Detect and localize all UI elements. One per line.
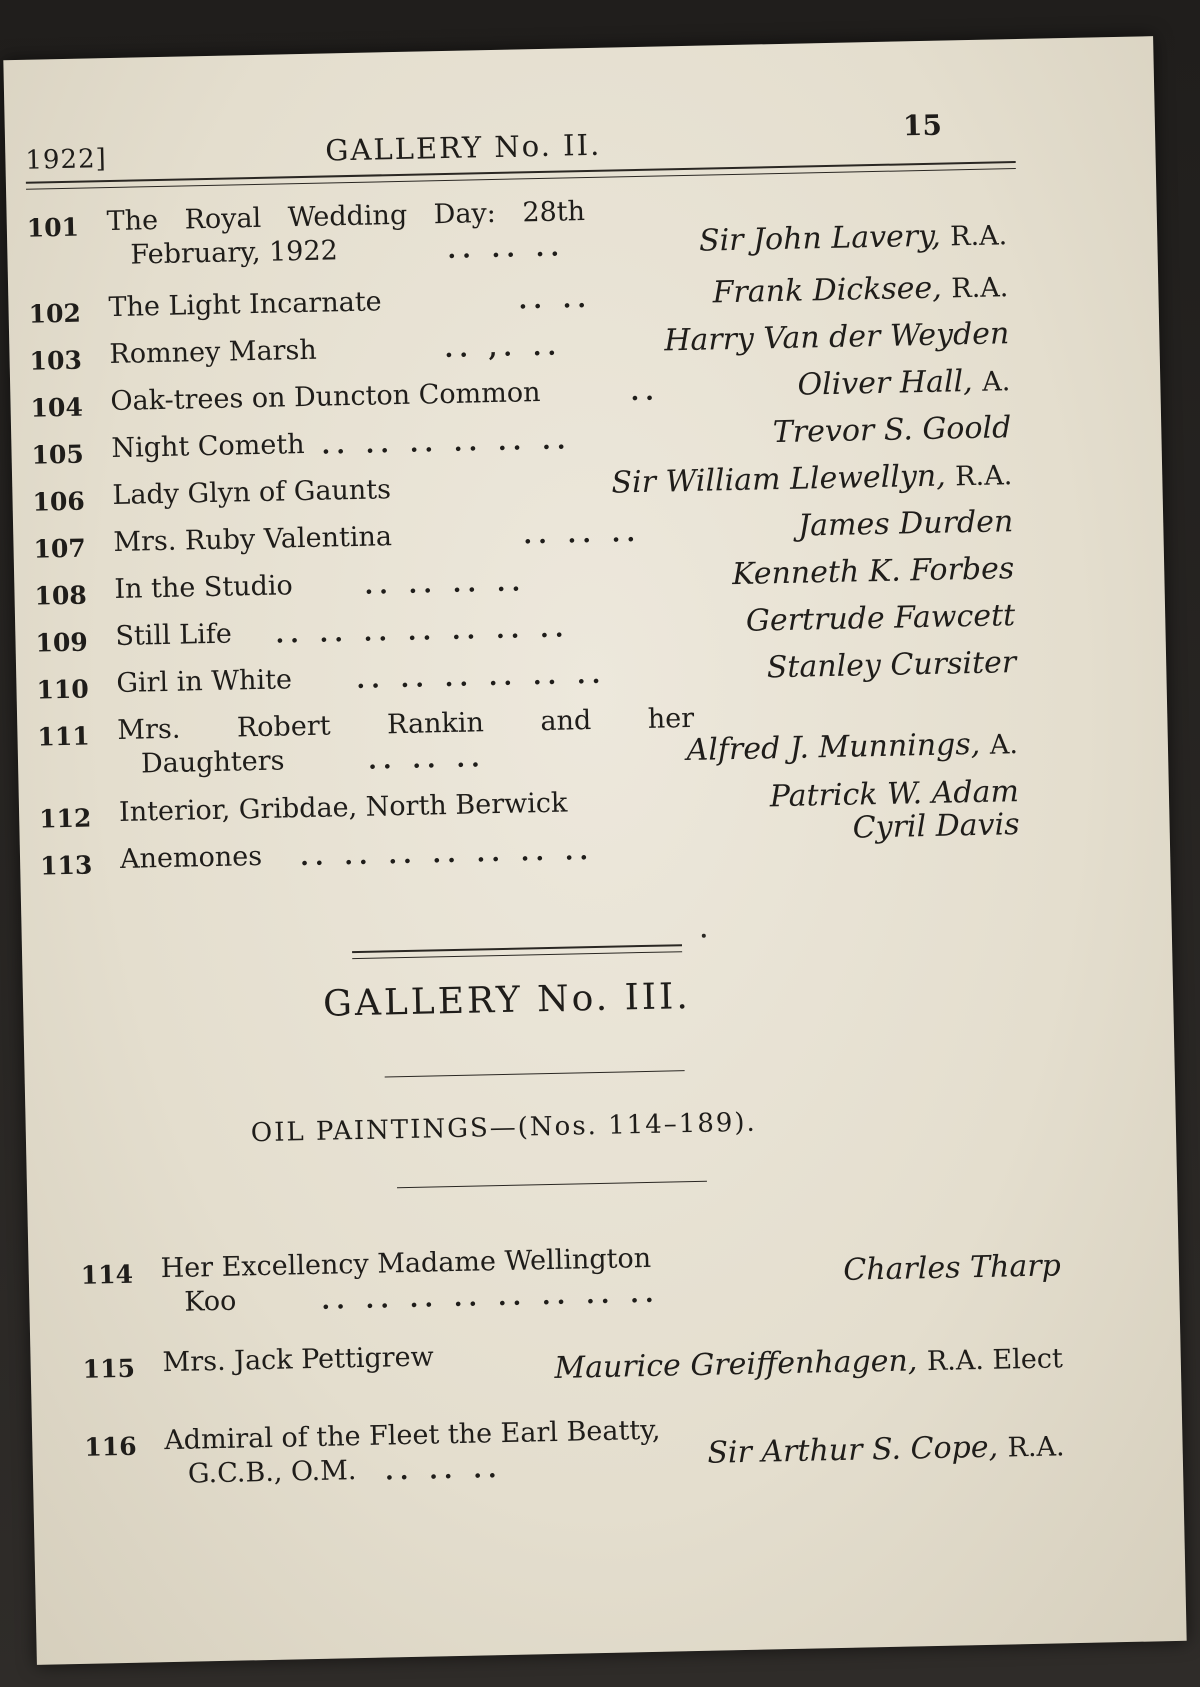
entry-title: Mrs. Ruby Valentina — [113, 521, 393, 559]
oil-paintings-heading: OIL PAINTINGS—(Nos. 114–189). — [250, 1107, 758, 1149]
artist-name: Sir William Llewellyn, — [611, 458, 947, 501]
entry-title: Admiral of the Fleet the Earl Beatty, — [163, 1414, 661, 1457]
entry-title: Oak-trees on Duncton Common — [110, 377, 541, 418]
entry-artist — [707, 1428, 1065, 1470]
artist-name: Gertrude Fawcett — [745, 598, 1016, 639]
entry-number: 114 — [80, 1259, 134, 1290]
artist-suffix: R.A. — [950, 272, 1009, 305]
entry-number: 107 — [33, 533, 87, 564]
artist-name: Maurice Greiffenhagen, — [554, 1343, 918, 1386]
entry-title-continued: G.C.B., O.M. — [187, 1455, 357, 1490]
artist-name: Frank Dicksee, — [712, 270, 943, 311]
artist-name: Sir John Lavery, — [698, 218, 942, 259]
entry-title: Anemones — [119, 840, 263, 875]
artist-suffix: R.A. Elect — [926, 1343, 1064, 1378]
entry-title-continued: Koo — [184, 1285, 237, 1318]
entry-number: 113 — [39, 850, 93, 881]
dot-leader: .. .. .. .. — [364, 567, 527, 600]
artist-name: Cyril Davis — [852, 807, 1020, 846]
entry-title: Lady Glyn of Gaunts — [112, 474, 392, 512]
dot-leader: .. — [630, 376, 661, 407]
entry-title: Mrs. Robert Rankin and her — [117, 702, 695, 746]
artist-name: Kenneth K. Forbes — [731, 551, 1015, 593]
artist-name: Charles Tharp — [842, 1248, 1062, 1288]
entry-number: 102 — [28, 298, 82, 329]
gallery-ii-entries — [26, 187, 1040, 893]
artist-name: Oliver Hall, — [797, 363, 973, 403]
dot-leader: .. .. .. .. .. .. .. .. — [321, 1278, 660, 1315]
dot-leader: .. .. .. — [523, 517, 642, 550]
entry-artist — [746, 598, 1016, 639]
artist-suffix: R.A. — [949, 220, 1008, 253]
artist-name: Alfred J. Munnings, — [686, 726, 981, 769]
entry-artist — [699, 217, 1008, 258]
artist-suffix: R.A. — [1007, 1431, 1065, 1464]
entry-title: Still Life — [115, 618, 233, 652]
entry-artist — [712, 269, 1008, 310]
artist-suffix: A. — [989, 729, 1019, 761]
artist-name: James Durden — [797, 504, 1014, 544]
page-number: 15 — [902, 108, 943, 143]
dot-leader: .. .. .. — [384, 1454, 503, 1486]
entry-artist — [766, 645, 1016, 685]
entry-title: Night Cometh — [111, 428, 305, 465]
entry-number: 116 — [84, 1431, 137, 1462]
artist-suffix: A. — [981, 366, 1011, 398]
gallery-iii-entries — [80, 1234, 1085, 1509]
entry-title: Girl in White — [116, 664, 293, 699]
entry-artist — [797, 363, 1010, 402]
print-speck — [702, 934, 706, 938]
dot-leader: .. ,. .. — [444, 331, 563, 364]
entry-title: Interior, Gribdae, North Berwick — [118, 787, 568, 828]
artist-suffix: R.A. — [954, 460, 1013, 493]
artist-name: Harry Van der Weyden — [663, 316, 1010, 359]
entry-artist — [664, 316, 1010, 358]
entry-title: The Light Incarnate — [108, 286, 382, 324]
entry-title: Her Excellency Madame Wellington — [160, 1242, 652, 1285]
dot-leader: .. .. .. — [367, 743, 486, 775]
gallery-iii-rule-bottom — [397, 1181, 707, 1188]
header-year: 1922] — [25, 144, 108, 176]
entry-number: 109 — [35, 627, 89, 658]
catalogue-page — [3, 36, 1186, 1665]
entry-artist — [554, 1340, 1063, 1386]
artist-name: Sir Arthur S. Cope, — [707, 1429, 999, 1471]
entry-number: 101 — [26, 212, 80, 243]
entry-title: In the Studio — [114, 570, 294, 606]
entry-number: 103 — [29, 345, 83, 376]
entry-number: 115 — [82, 1353, 136, 1384]
dot-leader: .. .. .. .. .. .. .. — [275, 613, 570, 649]
entry-title-continued: February, 1922 — [130, 235, 339, 271]
entry-title: Romney Marsh — [109, 334, 318, 371]
entry-artist — [843, 1248, 1061, 1288]
entry-number: 111 — [37, 721, 90, 752]
entry-artist — [686, 726, 1018, 768]
artist-name: Patrick W. Adam — [769, 774, 1020, 815]
entry-artist — [611, 457, 1012, 500]
entry-number: 110 — [36, 674, 89, 705]
entry-artist — [852, 807, 1020, 845]
entry-number: 106 — [32, 486, 86, 517]
gallery-iii-rule-top — [385, 1070, 685, 1077]
dot-leader: .. .. .. — [447, 232, 566, 264]
gallery-iii-title: GALLERY No. III. — [322, 976, 692, 1025]
entry-artist — [772, 410, 1011, 450]
artist-name: Trevor S. Goold — [772, 410, 1012, 451]
dot-leader: .. .. .. .. .. .. .. — [299, 836, 595, 872]
dot-leader: .. .. .. .. .. .. — [356, 659, 607, 694]
entry-number: 105 — [31, 439, 85, 470]
entry-title: The Royal Wedding Day: 28th — [106, 196, 586, 238]
entry-number: 112 — [38, 803, 92, 834]
entry-number: 108 — [34, 580, 88, 611]
dot-leader: .. .. .. .. .. .. — [321, 425, 572, 460]
entry-artist — [798, 504, 1014, 543]
entry-title-continued: Daughters — [140, 745, 285, 780]
artist-name: Stanley Cursiter — [766, 645, 1017, 686]
entry-artist — [732, 551, 1015, 592]
section-divider — [352, 944, 682, 959]
entry-number: 104 — [30, 392, 84, 423]
entry-title: Mrs. Jack Pettigrew — [162, 1341, 435, 1379]
dot-leader: .. .. — [518, 283, 593, 315]
header-gallery-title: GALLERY No. II. — [324, 127, 602, 168]
